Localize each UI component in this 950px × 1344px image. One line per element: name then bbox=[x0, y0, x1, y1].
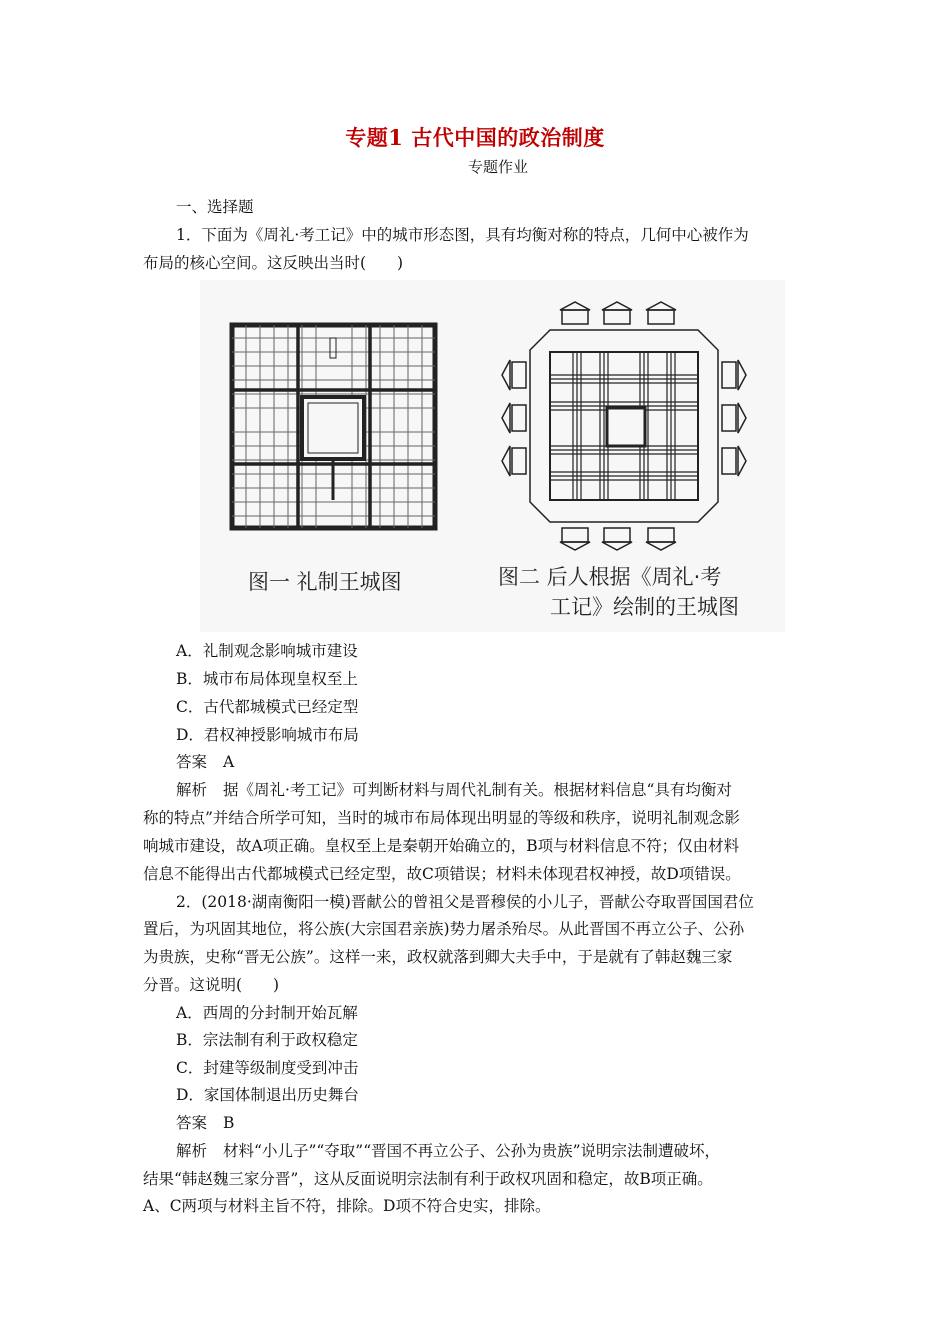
q2-stem-line-1: 2．(2018·湖南衡阳一模)晋献公的曾祖父是晋穆侯的小儿子，晋献公夺取晋国国君位 bbox=[176, 893, 754, 911]
city-plan-figure bbox=[200, 280, 785, 632]
q1-option-b: B．城市布局体现皇权至上 bbox=[176, 670, 358, 688]
q1-option-a: A．礼制观念影响城市建设 bbox=[176, 642, 358, 660]
q1-option-d: D．君权神授影响城市布局 bbox=[176, 726, 359, 744]
q1-analysis-line-1: 据《周礼·考工记》可判断材料与周代礼制有关。根据材料信息“具有均衡对 bbox=[223, 781, 732, 799]
section-heading: 一、选择题 bbox=[176, 198, 254, 216]
page-subtitle: 专题作业 bbox=[467, 158, 528, 176]
q2-answer-row bbox=[176, 1113, 234, 1133]
q1-answer: A bbox=[223, 753, 235, 771]
ritual-city-plan-drawing bbox=[232, 325, 435, 528]
q1-stem-line-2: 布局的核心空间。这反映出当时( ) bbox=[143, 254, 404, 272]
q1-option-c: C．古代都城模式已经定型 bbox=[176, 698, 359, 716]
q1-answer-label: 答案 bbox=[176, 753, 208, 771]
q2-stem-line-4: 分晋。这说明( ) bbox=[143, 976, 280, 994]
figure-caption-2-line-1: 图二 后人根据《周礼·考 bbox=[498, 565, 722, 589]
q2-option-d: D．家国体制退出历史舞台 bbox=[176, 1086, 359, 1104]
q1-analysis-line-3: 响城市建设，故A项正确。皇权至上是秦朝开始确立的，B项与材料信息不符；仅由材料 bbox=[143, 837, 740, 855]
q1-analysis-label: 解析 bbox=[176, 781, 208, 799]
q2-analysis-label: 解析 bbox=[176, 1142, 208, 1160]
q2-analysis-line-3: A、C两项与材料主旨不符，排除。D项不符合史实，排除。 bbox=[143, 1197, 551, 1215]
q2-analysis-line-1: 材料“小儿子”“夺取”“晋国不再立公子、公孙为贵族”说明宗法制遭破坏， bbox=[223, 1142, 721, 1160]
q2-analysis-line-2: 结果“韩赵魏三家分晋”，这从反面说明宗法制有利于政权巩固和稳定，故B项正确。 bbox=[143, 1170, 713, 1188]
q1-figure bbox=[200, 280, 785, 632]
q2-stem-line-3: 为贵族，史称“晋无公族”。这样一来，政权就落到卿大夫手中，于是就有了韩赵魏三家 bbox=[143, 948, 733, 966]
q2-option-a: A．西周的分封制开始瓦解 bbox=[176, 1004, 358, 1022]
q2-stem-line-2: 置后，为巩固其地位，将公族(大宗国君亲族)势力屠杀殆尽。从此晋国不再立公子、公孙 bbox=[143, 920, 745, 938]
page-title: 专题1 古代中国的政治制度 bbox=[345, 125, 605, 150]
q2-answer-label: 答案 bbox=[176, 1114, 208, 1132]
q2-option-b: B．宗法制有利于政权稳定 bbox=[176, 1031, 358, 1049]
q1-stem-line-1: 1．下面为《周礼·考工记》中的城市形态图，具有均衡对称的特点，几何中心被作为 bbox=[176, 226, 749, 244]
figure-caption-2-line-2: 工记》绘制的王城图 bbox=[550, 595, 739, 619]
q2-analysis-row bbox=[176, 1141, 720, 1161]
q1-analysis-row bbox=[176, 780, 732, 800]
q2-option-c: C．封建等级制度受到冲击 bbox=[176, 1059, 359, 1077]
later-city-plan-drawing bbox=[502, 302, 746, 550]
q1-answer-row bbox=[176, 752, 234, 772]
figure-caption-1: 图一 礼制王城图 bbox=[248, 570, 402, 594]
q2-answer: B bbox=[223, 1114, 235, 1132]
q1-analysis-line-2: 称的特点”并结合所学可知，当时的城市布局体现出明显的等级和秩序，说明礼制观念影 bbox=[143, 809, 740, 827]
q1-analysis-line-4: 信息不能得出古代都城模式已经定型，故C项错误；材料未体现君权神授，故D项错误。 bbox=[143, 865, 741, 883]
